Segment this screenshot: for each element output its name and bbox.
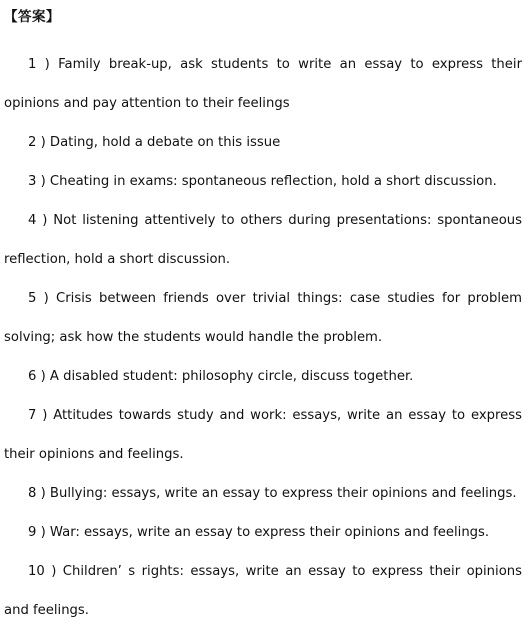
answer-item-10: 10 ) Children’ s rights: essays, write an essay to express their opinions and feelings. — [4, 564, 522, 618]
answer-heading: 【答案】 — [4, 9, 60, 25]
answer-item-3: 3 ) Cheating in exams: spontaneous reflection, hold a short discussion. — [28, 174, 497, 189]
answer-item-8: 8 ) Bullying: essays, write an essay to express their opinions and feelings. — [28, 486, 517, 501]
answer-item-2: 2 ) Dating, hold a debate on this issue — [28, 135, 281, 150]
answer-item-5: 5 ) Crisis between friends over trivial things: case studies for problem solving; ask how the students would handle the problem. — [4, 291, 522, 345]
answer-item-9: 9 ) War: essays, write an essay to express their opinions and feelings. — [28, 525, 490, 540]
answer-item-7: 7 ) Attitudes towards study and work: essays, write an essay to express their opinions and feelings. — [4, 408, 522, 462]
answer-document — [4, 8, 522, 630]
answer-item-1: 1 ) Family break-up, ask students to write an essay to express their opinions and pay attention to their feelings — [4, 57, 522, 111]
answer-item-6: 6 ) A disabled student: philosophy circle, discuss together. — [28, 369, 414, 384]
answer-item-4: 4 ) Not listening attentively to others during presentations: spontaneous reflection, hold a short discussion. — [4, 213, 522, 267]
